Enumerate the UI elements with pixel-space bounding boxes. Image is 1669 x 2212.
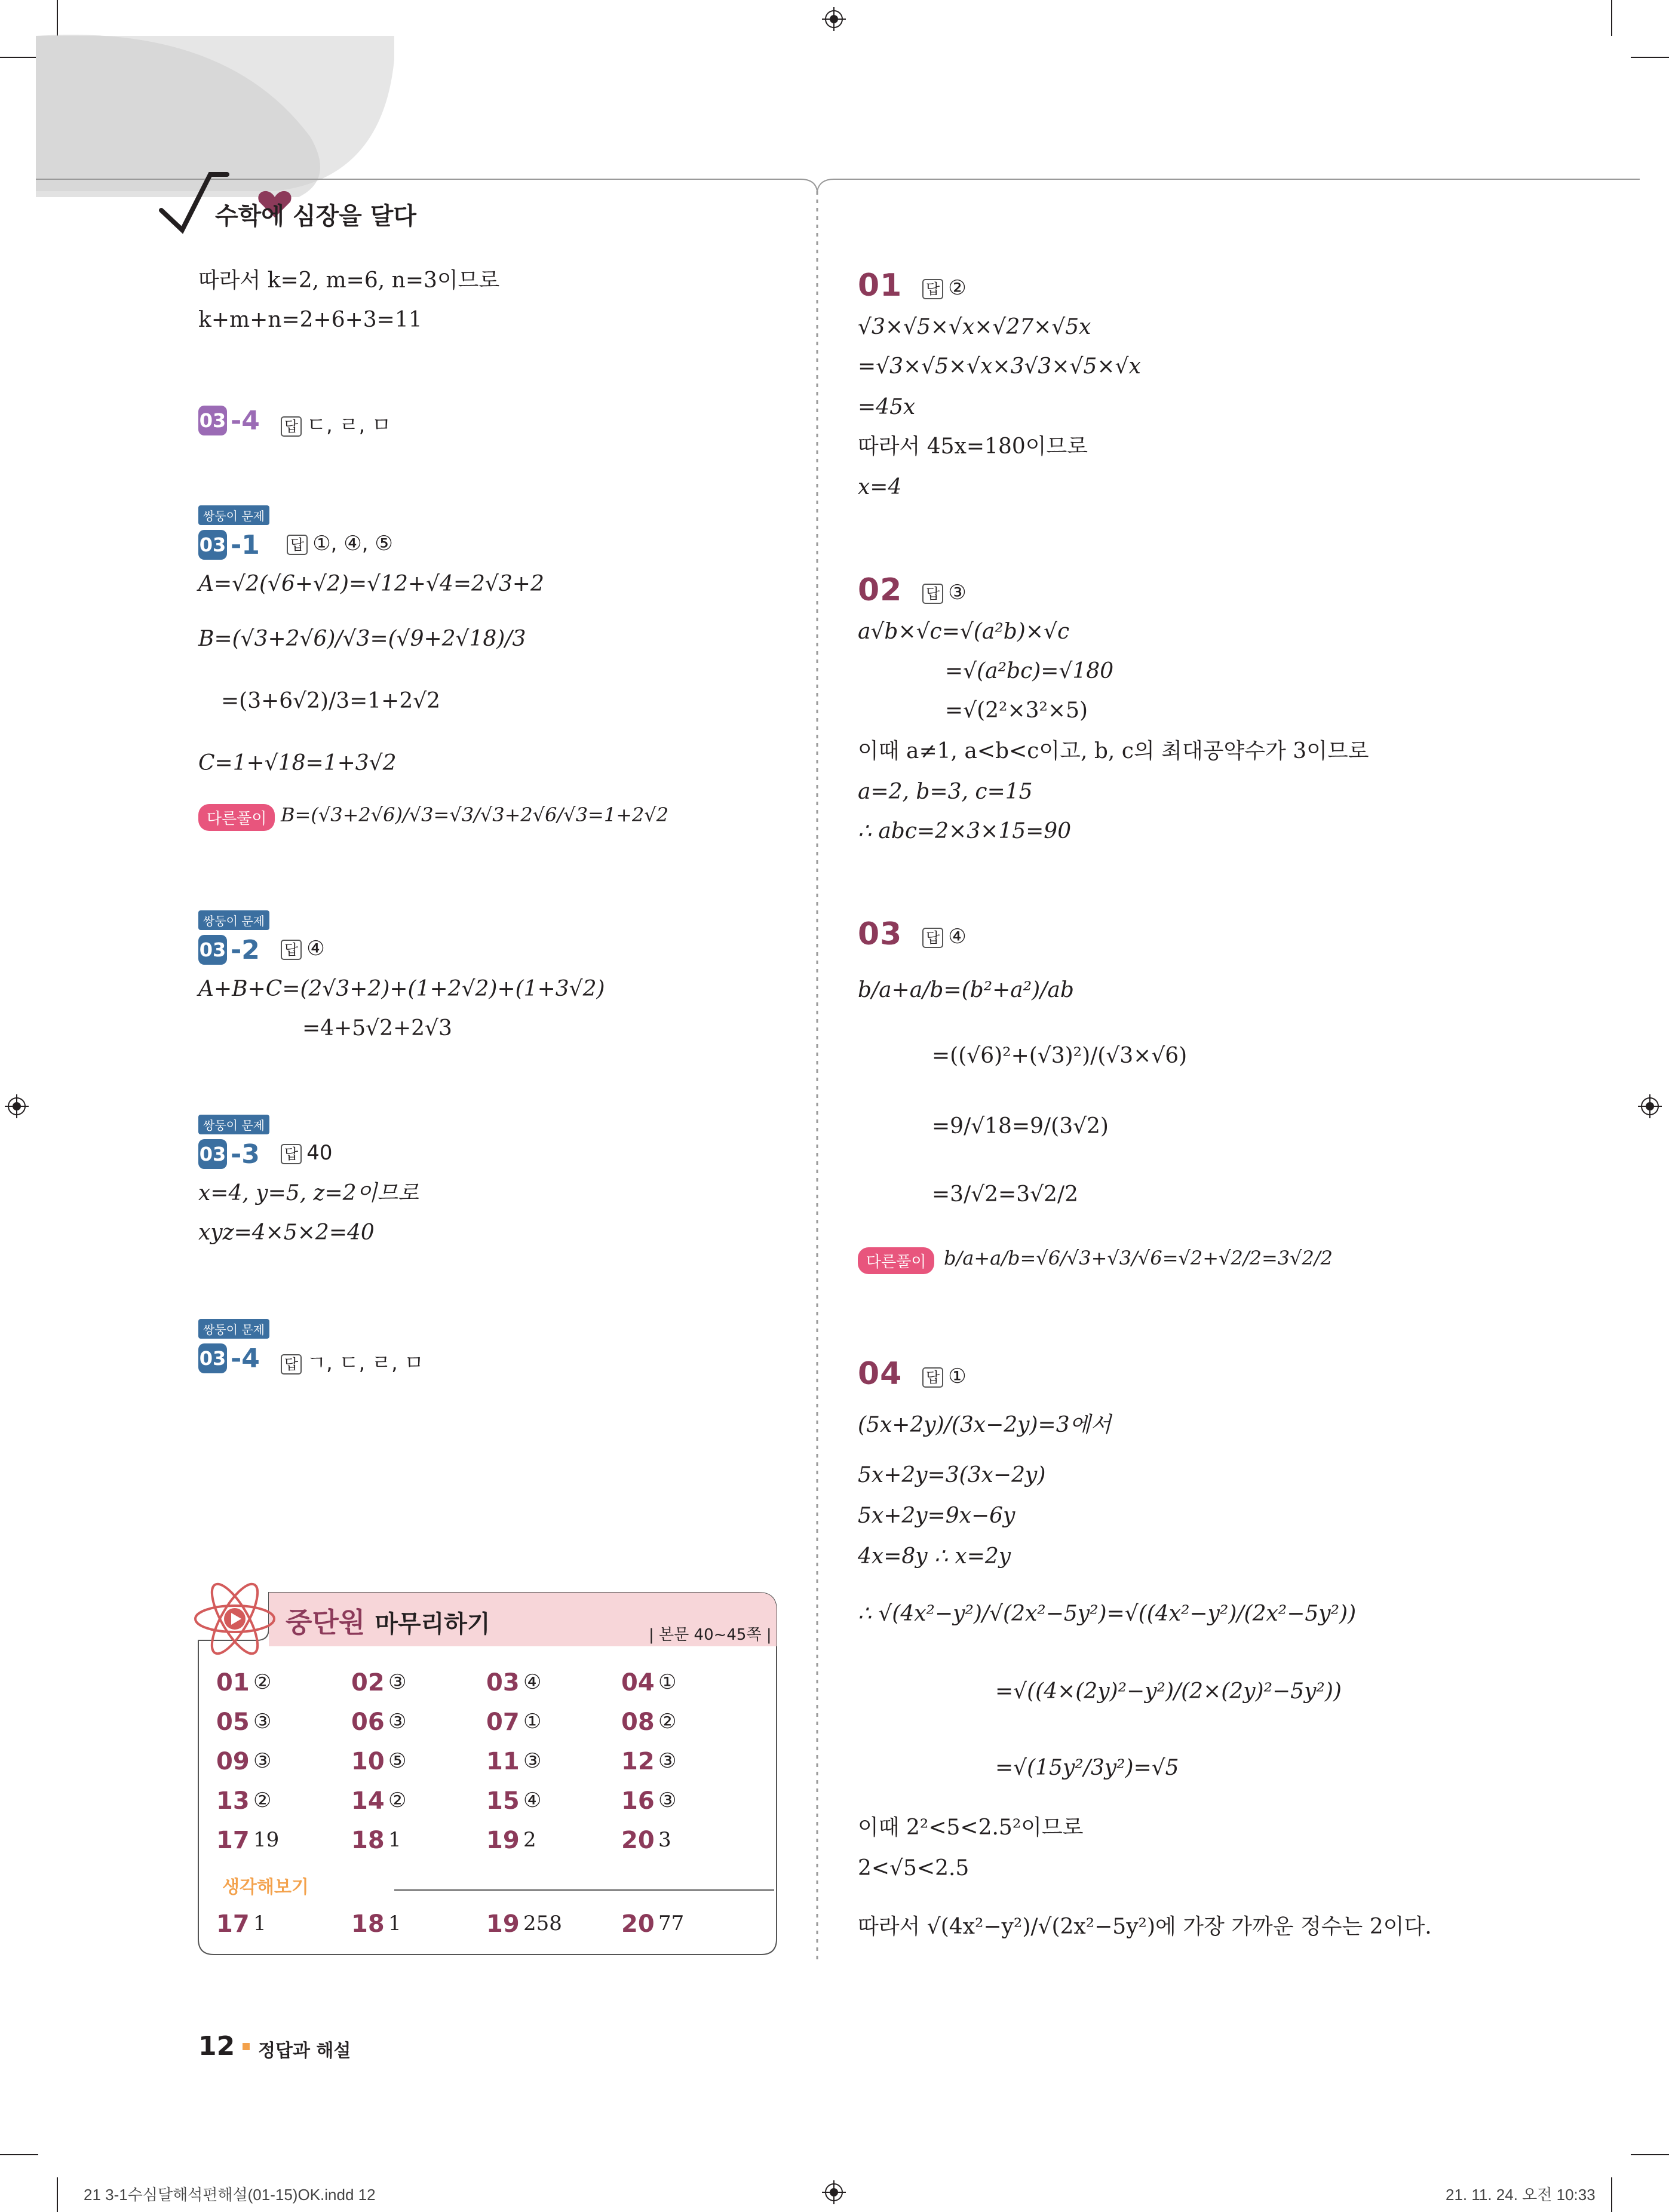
- atom-icon: [190, 1577, 280, 1661]
- solution-line: 2<√5<2.5: [858, 1856, 970, 1880]
- answer-choice: 1: [388, 1828, 401, 1852]
- answer-text: ①, ④, ⑤: [312, 532, 393, 556]
- answer-number: 18: [351, 1910, 385, 1938]
- answer-number: 07: [486, 1708, 520, 1736]
- answer-choice: ③: [388, 1710, 407, 1734]
- answer-number: 20: [621, 1827, 655, 1854]
- answer-text: ④: [948, 925, 967, 949]
- answer-number: 01: [216, 1669, 250, 1696]
- header-brand: 수학에 심장을 달다: [215, 203, 416, 230]
- answer-number: 09: [216, 1748, 250, 1775]
- answer-choice: 1: [388, 1912, 401, 1935]
- answer-choice: ①: [523, 1710, 542, 1734]
- solution-line: 따라서 45x=180이므로: [858, 434, 1088, 459]
- solution-line: xyz=4×5×2=40: [198, 1220, 375, 1245]
- solution-line: ∴ √(4x²−y²)/√(2x²−5y²)=√((4x²−y²)/(2x²−5y²)): [858, 1602, 1357, 1626]
- answer-text: 40: [306, 1141, 333, 1165]
- answer-choice: ③: [388, 1670, 407, 1694]
- badge-suffix: -1: [231, 529, 260, 560]
- answer-choice: ③: [658, 1749, 677, 1773]
- solution-line: =9/√18=9/(3√2): [932, 1114, 1109, 1139]
- answer-03-3: 답 40: [281, 1141, 332, 1165]
- answer-choice: ⑤: [388, 1749, 407, 1773]
- answer-text: ③: [948, 581, 967, 605]
- question-02-number: 02: [858, 572, 903, 608]
- solution-line: b/a+a/b=(b²+a²)/ab: [858, 978, 1074, 1002]
- intro-line-1: 따라서 k=2, m=6, n=3이므로: [198, 268, 500, 293]
- answer-number: 08: [621, 1708, 655, 1736]
- twin-problem-label: 쌍둥이 문제: [198, 505, 269, 525]
- answer-choice: ①: [658, 1670, 677, 1694]
- answer-choice: 19: [253, 1828, 280, 1852]
- solution-line: =4+5√2+2√3: [302, 1016, 452, 1041]
- answer-number: 03: [486, 1669, 520, 1696]
- answer-number: 13: [216, 1787, 250, 1815]
- solution-line: 5x+2y=3(3x−2y): [858, 1463, 1046, 1487]
- answer-number: 19: [486, 1910, 520, 1938]
- summary-title: [286, 1601, 490, 1640]
- answer-01: 답 ②: [922, 276, 967, 300]
- answer-number: 12: [621, 1748, 655, 1775]
- alternative-solution-label: 다른풀이: [198, 804, 275, 831]
- answer-number: 10: [351, 1748, 385, 1775]
- solution-line: 이때 a≠1, a<b<c이고, b, c의 최대공약수가 3이므로: [858, 739, 1369, 763]
- solution-line: x=4, y=5, z=2이므로: [198, 1181, 419, 1205]
- answer-choice: ③: [658, 1788, 677, 1812]
- alternative-solution: B=(√3+2√6)/√3=√3/√3+2√6/√3=1+2√2: [281, 803, 669, 826]
- solution-line: A+B+C=(2√3+2)+(1+2√2)+(1+3√2): [198, 977, 605, 1001]
- badge-number: 03: [198, 406, 227, 435]
- badge-number: 03: [198, 1139, 227, 1169]
- footer-date: 21. 11. 24. 오전 10:33: [1446, 2186, 1596, 2204]
- answer-number: 04: [621, 1669, 655, 1696]
- answer-03-1: 답 ①, ④, ⑤: [287, 532, 393, 556]
- solution-line: √3×√5×√x×√27×√5x: [858, 315, 1091, 339]
- answer-choice: ②: [253, 1670, 272, 1694]
- solution-line: a√b×√c=√(a²b)×√c: [858, 619, 1070, 644]
- answer-number: 05: [216, 1708, 250, 1736]
- solution-line: =((√6)²+(√3)²)/(√3×√6): [932, 1044, 1188, 1068]
- page-number: 12: [198, 2031, 235, 2061]
- answer-03-4: 답 ㄷ, ㄹ, ㅁ: [281, 409, 391, 438]
- problem-03-4-badge: [198, 404, 260, 437]
- answer-02: 답 ③: [922, 581, 967, 605]
- solution-line: 따라서 √(4x²−y²)/√(2x²−5y²)에 가장 가까운 정수는 2이다.: [858, 1915, 1432, 1939]
- answer-number: 18: [351, 1827, 385, 1854]
- page-label: 정답과 해설: [258, 2041, 351, 2061]
- badge-suffix: -4: [231, 405, 260, 436]
- solution-line: =√(2²×3²×5): [945, 698, 1088, 723]
- answer-number: 02: [351, 1669, 385, 1696]
- answer-text: ①: [948, 1364, 967, 1388]
- answer-choice: ③: [253, 1710, 272, 1734]
- solution-line: B=(√3+2√6)/√3=(√9+2√18)/3: [198, 627, 526, 651]
- registration-mark-bottom: [822, 2180, 846, 2204]
- solution-line: =√((4×(2y)²−y²)/(2×(2y)²−5y²)): [995, 1679, 1342, 1704]
- solution-line: a=2, b=3, c=15: [858, 780, 1033, 804]
- answer-number: 11: [486, 1748, 520, 1775]
- solution-line: 5x+2y=9x−6y: [858, 1504, 1015, 1528]
- solution-line: 4x=8y ∴ x=2y: [858, 1544, 1011, 1569]
- question-03-number: 03: [858, 916, 903, 952]
- answer-twin-03-4: 답 ㄱ, ㄷ, ㄹ, ㅁ: [281, 1346, 424, 1376]
- answer-choice: ④: [523, 1670, 542, 1694]
- footer-file: 21 3-1수심달해석편해설(01-15)OK.indd 12: [84, 2186, 376, 2204]
- answer-choice: ②: [253, 1788, 272, 1812]
- answer-number: 15: [486, 1787, 520, 1815]
- answer-text: ④: [306, 937, 325, 961]
- solution-line: ∴ abc=2×3×15=90: [858, 819, 1072, 843]
- answer-choice: 1: [253, 1912, 266, 1935]
- problem-03-3-badge: [198, 1137, 260, 1171]
- solution-line: =(3+6√2)/3=1+2√2: [221, 689, 441, 713]
- answer-04: 답 ①: [922, 1364, 967, 1388]
- think-label: 생각해보기: [222, 1877, 309, 1898]
- problem-twin-03-4-badge: [198, 1342, 260, 1375]
- answer-number: 19: [486, 1827, 520, 1854]
- answer-text: ②: [948, 276, 967, 300]
- answer-number: 06: [351, 1708, 385, 1736]
- problem-03-2-badge: [198, 933, 260, 967]
- badge-number: 03: [198, 935, 227, 965]
- question-01-number: 01: [858, 268, 903, 303]
- answer-number: 17: [216, 1910, 250, 1938]
- registration-mark-left: [5, 1094, 29, 1118]
- answer-03-2: 답 ④: [281, 937, 325, 961]
- page-separator-square: [243, 2043, 250, 2050]
- answer-text: ㄷ, ㄹ, ㅁ: [306, 413, 391, 437]
- answer-choice: 2: [523, 1828, 536, 1852]
- badge-number: 03: [198, 530, 227, 560]
- answer-choice: 3: [658, 1828, 671, 1852]
- answer-number: 16: [621, 1787, 655, 1815]
- answer-choice: ③: [253, 1749, 272, 1773]
- answer-choice: ②: [658, 1710, 677, 1734]
- solution-line: =√3×√5×√x×3√3×√5×√x: [858, 354, 1141, 379]
- answer-choice: ④: [523, 1788, 542, 1812]
- answer-number: 14: [351, 1787, 385, 1815]
- problem-03-1-badge: [198, 528, 260, 562]
- answer-choice: ③: [523, 1749, 542, 1773]
- alternative-solution: b/a+a/b=√6/√3+√3/√6=√2+√2/2=3√2/2: [944, 1247, 1333, 1269]
- solution-line: 이때 2²<5<2.5²이므로: [858, 1815, 1084, 1840]
- registration-mark-right: [1638, 1094, 1662, 1118]
- intro-line-2: k+m+n=2+6+3=11: [198, 308, 422, 332]
- answer-number: 20: [621, 1910, 655, 1938]
- badge-number: 03: [198, 1343, 227, 1373]
- registration-mark-top: [822, 7, 846, 31]
- solution-line: (5x+2y)/(3x−2y)=3에서: [858, 1413, 1112, 1437]
- solution-line: =3/√2=3√2/2: [932, 1182, 1078, 1207]
- solution-line: =√(15y²/3y²)=√5: [995, 1756, 1179, 1780]
- summary-title-rest: 마무리하기: [375, 1610, 490, 1638]
- answer-choice: 77: [658, 1912, 685, 1935]
- question-04-number: 04: [858, 1356, 903, 1392]
- answer-choice: ②: [388, 1788, 407, 1812]
- solution-line: =45x: [858, 395, 916, 419]
- answer-text: ㄱ, ㄷ, ㄹ, ㅁ: [306, 1351, 424, 1375]
- badge-suffix: -3: [231, 1139, 260, 1170]
- twin-problem-label: 쌍둥이 문제: [198, 1319, 269, 1339]
- solution-line: =√(a²bc)=√180: [945, 659, 1114, 683]
- summary-title-strong: 중단원: [286, 1606, 366, 1639]
- solution-line: A=√2(√6+√2)=√12+√4=2√3+2: [198, 572, 544, 596]
- answer-choice: 258: [523, 1912, 562, 1935]
- badge-suffix: -2: [231, 934, 260, 965]
- answer-number: 17: [216, 1827, 250, 1854]
- summary-page-ref: | 본문 40~45쪽 |: [649, 1626, 772, 1644]
- solution-line: x=4: [858, 475, 902, 499]
- alternative-solution-label: 다른풀이: [858, 1247, 934, 1274]
- answer-03: 답 ④: [922, 925, 967, 949]
- twin-problem-label: 쌍둥이 문제: [198, 1115, 269, 1134]
- twin-problem-label: 쌍둥이 문제: [198, 910, 269, 930]
- badge-suffix: -4: [231, 1343, 260, 1374]
- solution-line: C=1+√18=1+3√2: [198, 751, 397, 775]
